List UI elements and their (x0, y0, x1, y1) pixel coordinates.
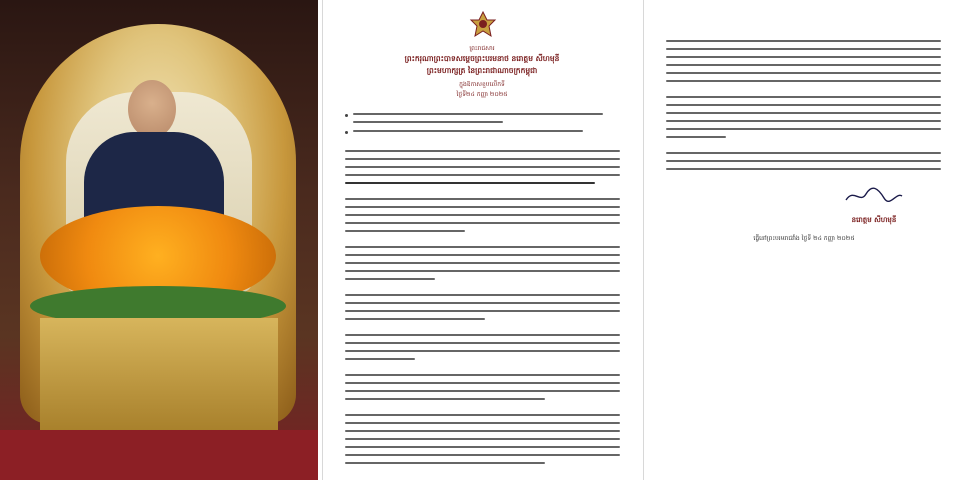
text-line (353, 113, 603, 115)
royal-emblem-icon (467, 10, 499, 40)
text-line (666, 160, 941, 162)
text-line (345, 214, 620, 216)
text-line (345, 342, 620, 344)
header-kingdom: ព្រះមហាក្សត្រ នៃព្រះរាជាណាចក្រកម្ពុជា (426, 66, 538, 75)
text-line (345, 254, 620, 256)
text-line (345, 318, 485, 320)
signature-image (844, 186, 904, 206)
text-line (666, 96, 941, 98)
text-line (345, 182, 595, 184)
text-line (345, 206, 620, 208)
text-line (345, 350, 620, 352)
text-line (345, 278, 435, 280)
header-king-name: ព្រះករុណាព្រះបាទសម្ដេចព្រះបរមនាថ នរោត្តម សីហមុនី (404, 54, 560, 63)
text-line (666, 104, 941, 106)
text-line (666, 120, 941, 122)
text-line (345, 230, 465, 232)
text-line (345, 422, 620, 424)
header-date: ថ្ងៃទី២៤ កញ្ញា ២០២៥ (456, 91, 508, 98)
text-line (353, 130, 583, 132)
text-line (345, 334, 620, 336)
text-line (666, 72, 941, 74)
text-line (345, 438, 620, 440)
signer-name: នរោត្តម សីហមុនី (851, 216, 897, 224)
text-line (345, 446, 620, 448)
text-line (345, 302, 620, 304)
text-line (666, 152, 941, 154)
list-bullet (345, 114, 348, 117)
person-head (128, 80, 176, 138)
text-line (345, 246, 620, 248)
header-title: ព្រះរាជសារ (469, 45, 495, 52)
text-line (666, 64, 941, 66)
text-line (345, 430, 620, 432)
text-line (345, 198, 620, 200)
text-line (666, 112, 941, 114)
text-line (345, 270, 620, 272)
text-line (666, 56, 941, 58)
text-line (345, 462, 545, 464)
text-line (345, 222, 620, 224)
text-line (666, 40, 941, 42)
text-line (345, 390, 620, 392)
document-page-2 (643, 0, 960, 480)
list-bullet (345, 131, 348, 134)
text-line (345, 398, 545, 400)
red-carpet (0, 430, 318, 480)
text-line (345, 310, 620, 312)
text-line (345, 358, 415, 360)
document-page-1 (322, 0, 641, 480)
text-line (353, 121, 503, 123)
date-location-line: ធ្វើនៅព្រះបរមរាជវាំង ថ្ងៃទី ២៤ កញ្ញា ២០២៥ (753, 235, 855, 242)
text-line (666, 48, 941, 50)
text-line (345, 150, 620, 152)
text-line (345, 174, 620, 176)
text-line (345, 382, 620, 384)
text-line (666, 168, 941, 170)
header-occasion: ក្នុងឱកាសខួបលើកទី (459, 81, 505, 88)
text-line (345, 262, 620, 264)
text-line (345, 166, 620, 168)
photo-panel (0, 0, 318, 480)
text-line (666, 128, 941, 130)
text-line (345, 294, 620, 296)
text-line (345, 374, 620, 376)
text-line (666, 136, 726, 138)
text-line (345, 414, 620, 416)
text-line (345, 158, 620, 160)
text-line (666, 80, 941, 82)
text-line (345, 454, 620, 456)
